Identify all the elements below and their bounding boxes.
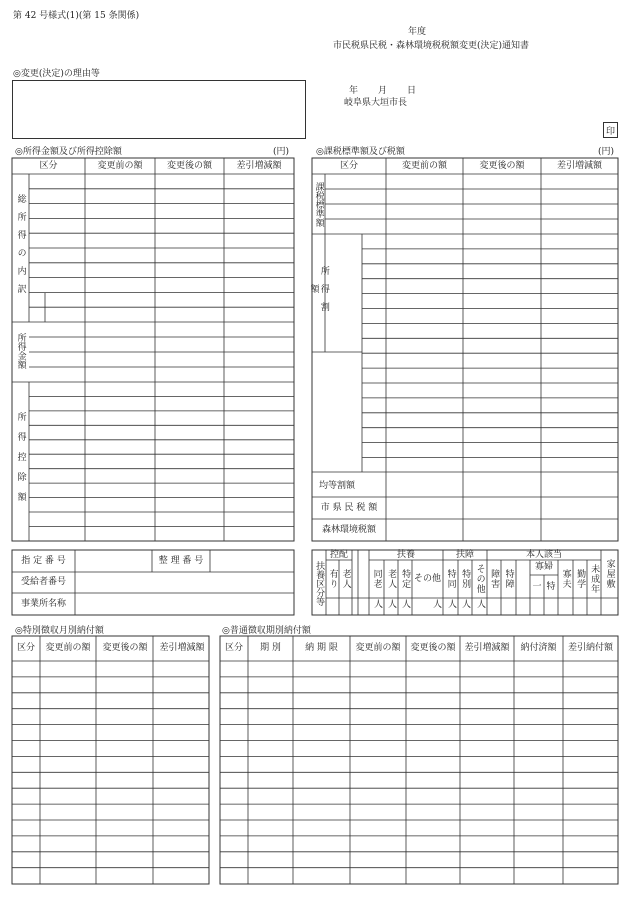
tax-taxable-label: 課税標準額 [313,181,324,227]
tax-col-diff: 差引増減額 [556,160,602,171]
working-student-label: 勤学 [575,569,586,589]
ordinary-col-period: 期 別 [260,643,281,654]
fiscal-year-label: 年度 [408,27,427,37]
person-unit-label: 人 [462,600,472,610]
ordinary-col-paid: 納付済額 [520,643,557,654]
special-collection-title: ◎特別徴収月別納付額 [15,626,104,636]
spouse-deduction-label: 控配 [329,549,348,560]
ordinary-col-diff: 差引増減額 [464,643,510,654]
widow-label: 寡婦 [534,562,553,573]
seal-mark: 印 [603,122,618,138]
dependent-elderly-label: 老人 [386,569,397,589]
income-section-title: ◎所得金額及び所得控除額 [15,147,122,157]
income-col-category: 区分 [39,160,58,171]
dependent-specific-label: 特定 [400,569,411,589]
special-col-before: 変更前の額 [45,643,91,654]
disability-label: 扶障 [455,549,474,560]
ordinary-collection-title: ◎普通徴収期別納付額 [222,626,311,636]
tax-col-category: 区分 [339,160,358,171]
person-unit-label: 人 [477,600,487,610]
tax-section-title: ◎課税標準額及び税額 [316,147,405,157]
income-deduction-label: 所得控除額 [15,412,26,512]
tax-col-after: 変更後の額 [479,160,525,171]
self-special-disability-label: 特障 [503,569,514,589]
person-unit-label: 人 [402,600,412,610]
form-number: 第 42 号様式(1)(第 15 条関係) [13,11,140,21]
dependent-category-label: 扶養区分等 [314,561,325,606]
widower-label: 寡夫 [560,569,571,589]
document-title: 市民税県民税・森林環境税税額変更(決定)通知書 [333,41,530,51]
tax-forest-label: 森林環境税額 [321,524,376,535]
person-unit-label: 人 [433,600,443,610]
disability-special-label: 特別 [460,569,471,589]
reference-number-label: 整 理 番 号 [158,555,204,566]
dependent-cohab-elderly-label: 同老 [371,569,382,589]
issuer-name: 岐阜県大垣市長 [344,98,408,108]
special-col-diff: 差引増減額 [159,643,205,654]
date-day: 日 [407,86,417,96]
recipient-number-label: 受給者番号 [20,577,66,588]
tax-per-capita-label: 均等割額 [318,480,355,491]
ordinary-col-before: 変更前の額 [355,643,401,654]
designation-number-label: 指 定 番 号 [21,555,66,566]
date-month: 月 [378,86,388,96]
income-col-before: 変更前の額 [97,160,143,171]
widow-special-label: 特 [546,581,556,592]
widow-general-label: 一 [532,581,542,592]
income-unit: (円) [273,147,290,157]
dependent-label: 扶養 [396,549,415,560]
ordinary-col-due-date: 納 期 限 [305,643,338,654]
tax-income-levy-label: 所得割額 [308,266,329,320]
special-col-after: 変更後の額 [102,643,148,654]
household-head-label: 家屋敷 [604,559,615,589]
person-unit-label: 人 [374,600,384,610]
dependent-other-label: その他 [413,573,441,584]
date-year: 年 [349,86,359,96]
income-col-after: 変更後の額 [166,160,212,171]
tax-city-pref-label: 市 県 民 税 額 [320,502,378,513]
person-unit-label: 人 [388,600,398,610]
special-col-category: 区分 [16,643,35,654]
minor-label: 未成年 [589,564,600,594]
income-col-diff: 差引増減額 [236,160,282,171]
ordinary-col-after: 変更後の額 [410,643,456,654]
self-disability-label: 障害 [489,569,500,589]
office-name-label: 事業所名称 [20,598,66,609]
disability-special-cohab-label: 特同 [445,569,456,589]
ordinary-col-balance: 差引納付額 [567,643,613,654]
reason-title: ◎変更(決定)の理由等 [13,69,100,79]
income-amount-label: 所得金額 [15,333,26,369]
income-breakdown-label: 総所得の内訳 [15,194,26,302]
ordinary-col-category: 区分 [224,643,243,654]
disability-other-label: その他 [474,564,485,594]
spouse-yes-label: 有り [327,569,338,589]
self-applicable-label: 本人該当 [525,549,562,560]
person-unit-label: 人 [448,600,458,610]
tax-col-before: 変更前の額 [401,160,447,171]
tax-unit: (円) [598,147,615,157]
spouse-elderly-label: 老人 [340,569,351,589]
